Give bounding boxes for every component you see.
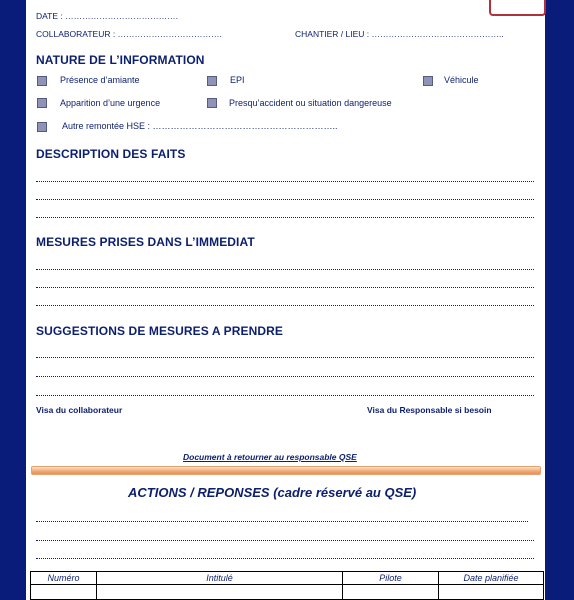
collaborateur-field[interactable]: COLLABORATEUR : ……………………………….: [36, 29, 222, 39]
table-cell[interactable]: [439, 585, 544, 600]
checkbox-autre[interactable]: [37, 122, 47, 132]
column-header-numero: Numéro: [31, 572, 97, 585]
suggestions-line[interactable]: [36, 357, 534, 358]
actions-line[interactable]: [36, 558, 534, 559]
form-page: [26, 0, 545, 600]
description-line[interactable]: [36, 217, 534, 218]
table-row[interactable]: [31, 585, 544, 600]
mesures-title: MESURES PRISES DANS L’IMMEDIAT: [36, 235, 255, 249]
checkbox-epi[interactable]: [207, 76, 217, 86]
column-header-pilote: Pilote: [343, 572, 439, 585]
actions-table: [30, 571, 544, 600]
nature-title: NATURE DE L’INFORMATION: [36, 53, 205, 67]
checkbox-presquaccident[interactable]: [207, 98, 217, 108]
checkbox-label-amiante: Présence d’amiante: [60, 75, 140, 85]
actions-line[interactable]: [36, 540, 534, 541]
visa-responsable-label: Visa du Responsable si besoin: [367, 405, 492, 415]
mesures-line[interactable]: [36, 269, 534, 270]
right-frame-border: [545, 0, 574, 600]
checkbox-amiante[interactable]: [37, 76, 47, 86]
table-cell[interactable]: [97, 585, 343, 600]
section-divider-bar: [31, 466, 541, 475]
column-header-date-planifiee: Date planifiée: [439, 572, 544, 585]
checkbox-label-urgence: Apparition d’une urgence: [60, 98, 161, 108]
table-header-row: [31, 572, 544, 585]
mesures-line[interactable]: [36, 287, 534, 288]
suggestions-line[interactable]: [36, 395, 534, 396]
checkbox-vehicule[interactable]: [423, 76, 433, 86]
left-frame-border: [0, 0, 26, 600]
visa-collaborateur-label: Visa du collaborateur: [36, 405, 123, 415]
checkbox-label-epi: EPI: [230, 75, 245, 85]
checkbox-label-presquaccident: Presqu’accident ou situation dangereuse: [229, 98, 392, 108]
retour-note: Document à retourner au responsable QSE: [183, 452, 357, 462]
description-line[interactable]: [36, 181, 534, 182]
description-line[interactable]: [36, 199, 534, 200]
checkbox-label-autre[interactable]: Autre remontée HSE : ……………………………………………………..: [62, 121, 338, 131]
table-cell[interactable]: [31, 585, 97, 600]
actions-line[interactable]: [36, 521, 528, 522]
actions-title: ACTIONS / REPONSES (cadre réservé au QSE): [128, 485, 417, 500]
description-title: DESCRIPTION DES FAITS: [36, 147, 186, 161]
mesures-line[interactable]: [36, 305, 534, 306]
checkbox-urgence[interactable]: [37, 98, 47, 108]
suggestions-line[interactable]: [36, 376, 534, 377]
suggestions-title: SUGGESTIONS DE MESURES A PRENDRE: [36, 324, 284, 338]
date-field[interactable]: DATE : ………………………………….: [36, 11, 178, 21]
chantier-field[interactable]: CHANTIER / LIEU : ………………………………………..: [295, 29, 504, 39]
checkbox-label-vehicule: Véhicule: [444, 75, 479, 85]
stamp-box: [489, 0, 546, 16]
table-cell[interactable]: [343, 585, 439, 600]
column-header-intitule: Intitulé: [97, 572, 343, 585]
